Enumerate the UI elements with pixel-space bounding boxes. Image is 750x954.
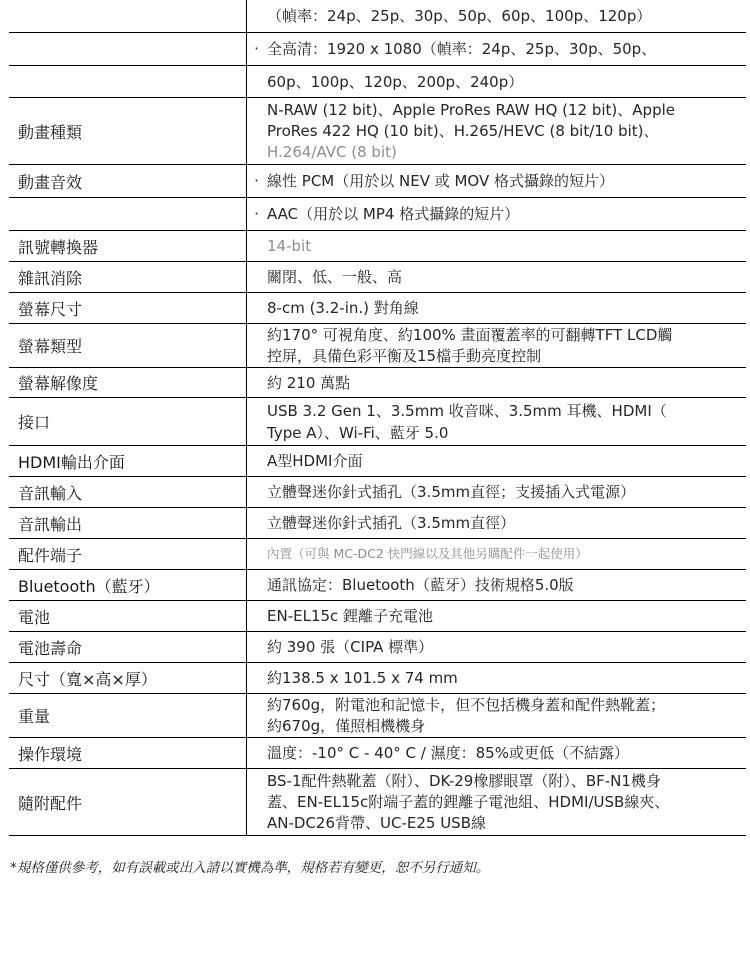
spec-label: 尺寸（寬×高×厚） — [9, 663, 247, 693]
spec-value-line: （幀率：24p、25p、30p、50p、60p、100p、120p） — [267, 7, 652, 25]
spec-value — [247, 663, 746, 693]
spec-value-line: A型HDMI介面 — [267, 452, 363, 470]
spec-row — [9, 446, 746, 477]
spec-value-line: 約170° 可視角度、約100% 畫面覆蓋率的可翻轉TFT LCD觸 — [267, 325, 673, 344]
spec-label: 電池壽命 — [9, 632, 247, 662]
spec-row — [9, 262, 746, 293]
spec-label: 訊號轉換器 — [9, 231, 247, 261]
spec-row — [9, 570, 746, 601]
spec-value — [247, 570, 746, 600]
spec-value — [247, 198, 746, 230]
spec-value — [247, 477, 746, 507]
spec-value — [247, 262, 746, 292]
spec-value — [247, 694, 746, 737]
spec-value — [247, 66, 746, 97]
spec-value-line: 通訊協定：Bluetooth（藍牙）技術規格5.0版 — [267, 576, 574, 594]
spec-value — [247, 98, 746, 164]
spec-label: 螢幕尺寸 — [9, 293, 247, 323]
spec-label: 動畫音效 — [9, 165, 247, 197]
spec-row — [9, 293, 746, 324]
spec-label: HDMI輸出介面 — [9, 446, 247, 476]
spec-label: 接口 — [9, 398, 247, 445]
spec-value-line: 內置（可與 MC-DC2 快門線以及其他另購配件一起使用） — [267, 546, 588, 561]
spec-row — [9, 33, 746, 66]
spec-value-line: 60p、100p、120p、200p、240p） — [267, 72, 524, 91]
spec-value-line: 約670g，僅照相機機身 — [267, 716, 426, 735]
spec-value — [247, 601, 746, 631]
spec-row — [9, 477, 746, 508]
spec-value-line: Type A）、Wi-Fi、藍牙 5.0 — [267, 423, 449, 442]
spec-value-line: 立體聲迷你針式插孔（3.5mm直徑） — [267, 514, 516, 532]
spec-table — [9, 0, 746, 836]
spec-label: 操作環境 — [9, 738, 247, 768]
spec-value-line: · 線性 PCM（用於以 NEV 或 MOV 格式攝錄的短片） — [267, 171, 740, 191]
spec-label: 隨附配件 — [9, 769, 247, 835]
spec-row — [9, 601, 746, 632]
spec-label — [9, 198, 247, 230]
spec-label: 螢幕類型 — [9, 324, 247, 367]
spec-value — [247, 632, 746, 662]
spec-value — [247, 368, 746, 397]
spec-value-line: N-RAW (12 bit)、Apple ProRes RAW HQ (12 bit)、Apple — [267, 100, 675, 119]
spec-row — [9, 0, 746, 33]
spec-label — [9, 66, 247, 97]
spec-value — [247, 293, 746, 323]
spec-row — [9, 98, 746, 165]
spec-value-line: 約138.5 x 101.5 x 74 mm — [267, 669, 458, 687]
spec-value — [247, 738, 746, 768]
spec-value-line: 約 210 萬點 — [267, 373, 351, 392]
spec-row — [9, 324, 746, 368]
spec-row — [9, 632, 746, 663]
spec-value — [247, 165, 746, 197]
spec-value-line: · AAC（用於以 MP4 格式攝錄的短片） — [267, 204, 740, 224]
spec-row — [9, 539, 746, 570]
spec-value-line: 14-bit — [267, 237, 312, 255]
spec-value — [247, 33, 746, 65]
spec-row — [9, 738, 746, 769]
spec-label: 動畫種類 — [9, 98, 247, 164]
spec-label: 螢幕解像度 — [9, 368, 247, 397]
spec-value — [247, 0, 746, 32]
footnote: *規格僅供參考，如有誤載或出入請以實機為準，規格若有變更，恕不另行通知。 — [10, 860, 490, 876]
spec-value — [247, 539, 746, 569]
spec-row — [9, 694, 746, 738]
spec-value-line: BS-1配件熱靴蓋（附）、DK-29橡膠眼罩（附）、BF-N1機身 — [267, 771, 661, 790]
spec-label: 配件端子 — [9, 539, 247, 569]
spec-label: 電池 — [9, 601, 247, 631]
spec-value — [247, 508, 746, 538]
spec-value-line: 控屏，具備色彩平衡及15檔手動亮度控制 — [267, 346, 542, 365]
spec-value-line: 溫度：-10° C - 40° C / 濕度：85%或更低（不結露） — [267, 744, 629, 762]
spec-label — [9, 0, 247, 32]
spec-value — [247, 398, 746, 445]
spec-row — [9, 769, 746, 836]
spec-row — [9, 398, 746, 446]
spec-value-line: USB 3.2 Gen 1、3.5mm 收音咪、3.5mm 耳機、HDMI（ — [267, 401, 667, 420]
spec-value-line: AN-DC26背帶、UC-E25 USB線 — [267, 813, 486, 832]
spec-label: 雜訊消除 — [9, 262, 247, 292]
spec-row — [9, 165, 746, 198]
spec-row — [9, 231, 746, 262]
spec-label: Bluetooth（藍牙） — [9, 570, 247, 600]
spec-row — [9, 368, 746, 398]
spec-value-line: 蓋、EN-EL15c附端子蓋的鋰離子電池組、HDMI/USB線夾、 — [267, 792, 670, 811]
spec-value-line: 立體聲迷你針式插孔（3.5mm直徑；支援插入式電源） — [267, 483, 636, 501]
spec-row — [9, 663, 746, 694]
spec-value-line: 關閉、低、一般、高 — [267, 268, 403, 286]
spec-value-line: ProRes 422 HQ (10 bit)、H.265/HEVC (8 bit/10 bit)、 — [267, 121, 659, 140]
spec-value-line: 約760g，附電池和記憶卡，但不包括機身蓋和配件熱靴蓋； — [267, 695, 666, 714]
spec-row — [9, 198, 746, 231]
spec-value-line: · 全高清：1920 x 1080（幀率：24p、25p、30p、50p、 — [267, 39, 740, 59]
spec-value — [247, 446, 746, 476]
spec-row — [9, 66, 746, 98]
spec-value — [247, 769, 746, 835]
spec-value-line: 8-cm (3.2-in.) 對角線 — [267, 299, 419, 317]
spec-value-line: 約 390 張（CIPA 標準） — [267, 638, 434, 656]
spec-label: 音訊輸出 — [9, 508, 247, 538]
spec-label — [9, 33, 247, 65]
spec-value — [247, 231, 746, 261]
spec-value — [247, 324, 746, 367]
spec-row — [9, 508, 746, 539]
spec-value-line: EN-EL15c 鋰離子充電池 — [267, 607, 434, 625]
spec-label: 重量 — [9, 694, 247, 737]
spec-label: 音訊輸入 — [9, 477, 247, 507]
spec-value-line: H.264/AVC (8 bit) — [267, 142, 397, 161]
